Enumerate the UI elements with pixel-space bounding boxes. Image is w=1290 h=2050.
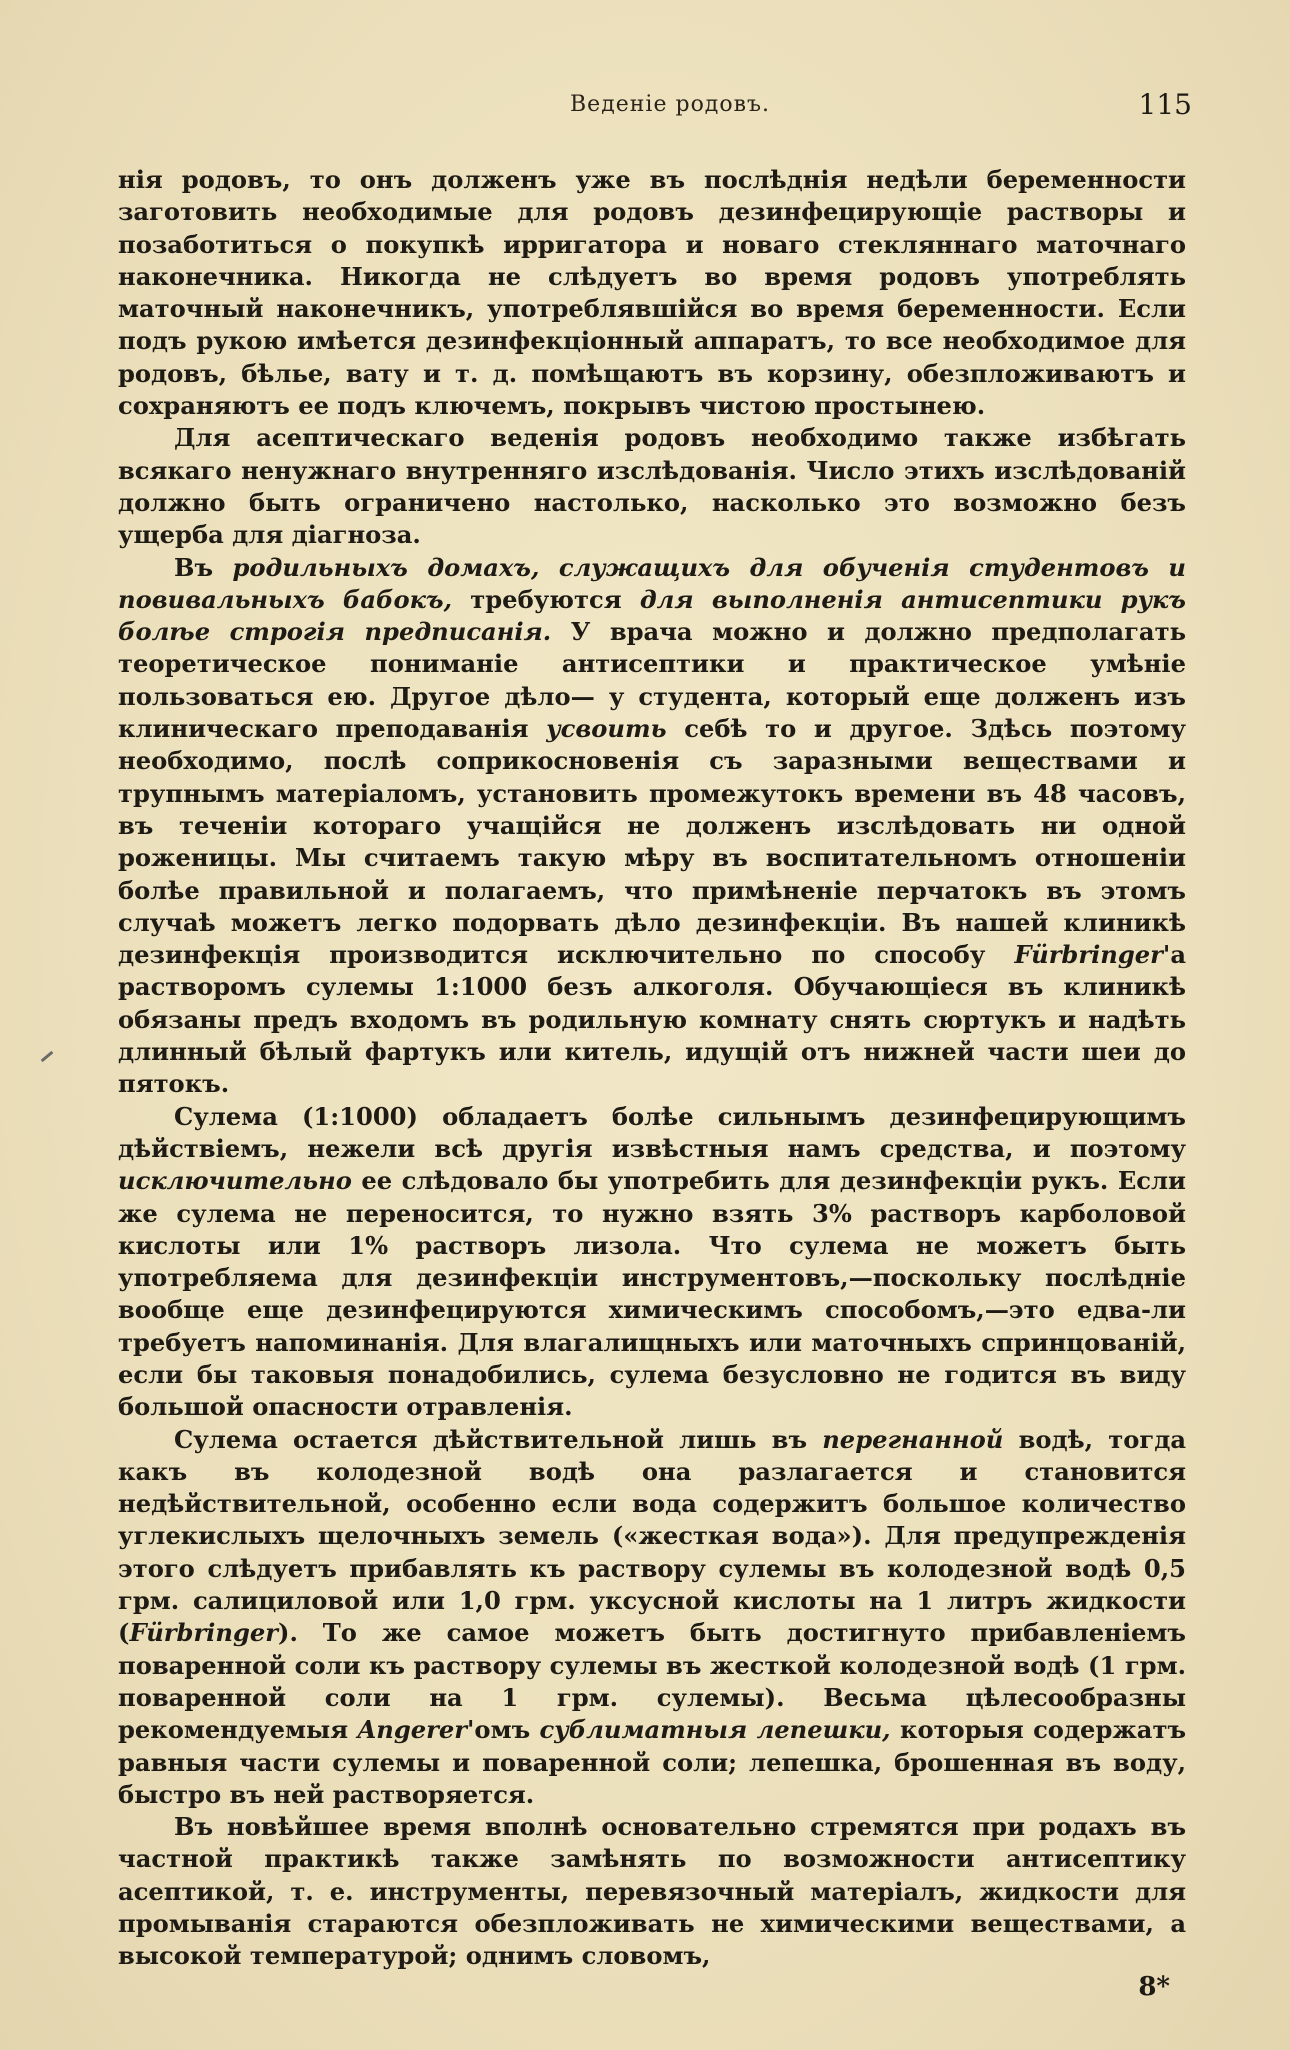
signature-mark: 8* [1138, 1972, 1170, 2002]
text-run: ее слѣдовало бы употребить для дезинфекціи рукъ. Если же сулема не переносится, то нужно взять 3% растворъ карболовой кислоты или 1% растворъ лизола. Что сулема не можетъ быть употребляема для дезинфекціи инструментовъ,—поскольку послѣдніе вообще еще дезинфецируются химическимъ способомъ,—это едва-ли требуетъ напоминанія. Для влагалищныхъ или маточныхъ спринцованій, если бы таковыя понадобились, сулема безусловно не годится въ виду большой опасности отравленія. [118, 1166, 1186, 1422]
body-text [118, 164, 1186, 1973]
running-title: Веденіе родовъ. [570, 92, 770, 117]
text-run: нія родовъ, то онъ долженъ уже въ послѣднія недѣли беременности заготовить необходимые для родовъ дезинфецирующіе растворы и позаботиться о покупкѣ ирригатора и новаго стекляннаго маточнаго наконечника. Никогда не слѣдуетъ во время родовъ употреблять маточный наконечникъ, употреблявшійся во время беременности. Если подъ рукою имѣется дезинфекціонный аппаратъ, то все необходимое для родовъ, бѣлье, вату и т. д. помѣщаютъ въ корзину, обезпложиваютъ и сохраняютъ ее подъ ключемъ, покрывъ чистою простынею. [118, 165, 1186, 421]
text-run: 'омъ [467, 1715, 540, 1745]
text-run: которыя содержатъ равныя части сулемы и поваренной соли; лепешка, брошенная въ воду, быстро въ ней растворяется. [118, 1715, 1187, 1809]
text-run: Для асептическаго веденія родовъ необходимо также избѣгать всякаго ненужнаго внутренняго изслѣдованія. Число этихъ изслѣдованій должно быть ограничено настолько, насколько это возможно безъ ущерба для діагноза. [118, 423, 1186, 550]
text-run: себѣ то и другое. Здѣсь поэтому необходимо, послѣ соприкосновенія съ заразными веществами и трупнымъ матеріаломъ, установить промежутокъ времени въ 48 часовъ, въ теченіи котораго учащійся не долженъ изслѣдовать ни одной роженицы. Мы считаемъ такую мѣру въ воспитательномъ отношеніи болѣе правильной и полагаемъ, что примѣненіе перчатокъ въ этомъ случаѣ можетъ легко подорвать дѣло дезинфекціи. Въ нашей клиникѣ дезинфекція производится исключительно по способу [118, 714, 1186, 970]
text-run: У врача можно и должно предполагать теоретическое пониманіе антисептики и практическое умѣніе пользоваться ею. Другое дѣло— у студента, который еще долженъ изъ клиническаго преподаванія [118, 617, 1187, 744]
italic-run: перегнанной [822, 1424, 1004, 1454]
paragraph [118, 1101, 1186, 1424]
italic-run: родильныхъ домахъ, служащихъ для обученія студентовъ и повивальныхъ бабокъ, [118, 552, 1187, 614]
text-run: Сулема остается дѣйствительной лишь въ [174, 1424, 823, 1454]
text-run: водѣ, тогда какъ въ колодезной водѣ она разлагается и становится недѣйствительной, особенно если вода содержитъ большое количество углекислыхъ щелочныхъ земель («жесткая вода»). Для предупрежденія этого слѣдуетъ прибавлять къ раствору сулемы въ колодезной водѣ 0,5 грм. салициловой или 1,0 грм. уксусной кислоты на 1 литръ жидкости ( [118, 1424, 1186, 1648]
italic-run: Angerer [357, 1715, 468, 1745]
text-run: ). То же самое можетъ быть достигнуто прибавленіемъ поваренной соли къ раствору сулемы въ жесткой колодезной водѣ (1 грм. поваренной соли на 1 грм. сулемы). Весьма цѣлесообразны рекомендуемыя [118, 1618, 1186, 1745]
text-run: 'а растворомъ сулемы 1:1000 безъ алкоголя. Обучающіеся въ клиникѣ обязаны предъ входомъ въ родильную комнату снять сюртукъ и надѣть длинный бѣлый фартукъ или китель, идущій отъ нижней части шеи до пятокъ. [118, 940, 1186, 1099]
text-run: требуются [452, 584, 640, 614]
paragraph [118, 1811, 1186, 1972]
page-number: 115 [1138, 88, 1192, 121]
italic-run: исключительно [118, 1166, 352, 1196]
margin-pencil-mark [41, 1051, 54, 1062]
italic-run: Fürbringer [129, 1618, 279, 1648]
italic-run: усвоить [546, 714, 667, 744]
paragraph [118, 422, 1186, 551]
text-run: Въ [174, 552, 233, 582]
paragraph [118, 1424, 1186, 1812]
paragraph [118, 164, 1186, 422]
italic-run: Fürbringer [1014, 940, 1163, 970]
text-run: Сулема (1:1000) обладаетъ болѣе сильнымъ дезинфецирующимъ дѣйствіемъ, нежели всѣ другія извѣстныя намъ средства, и поэтому [118, 1101, 1186, 1163]
text-run: Въ новѣйшее время вполнѣ основательно стремятся при родахъ въ частной практикѣ также замѣнять по возможности антисептику асептикой, т. е. инструменты, перевязочный матеріалъ, жидкости для промыванія стараются обезпложивать не химическими веществами, а высокой температурой; однимъ словомъ, [118, 1812, 1186, 1971]
paragraph [118, 552, 1186, 1101]
page-header [150, 88, 1192, 132]
italic-run: сублиматныя лепешки, [539, 1715, 891, 1745]
italic-run: для выполненія антисептики рукъ болѣе строгія предписанія. [118, 584, 1187, 647]
